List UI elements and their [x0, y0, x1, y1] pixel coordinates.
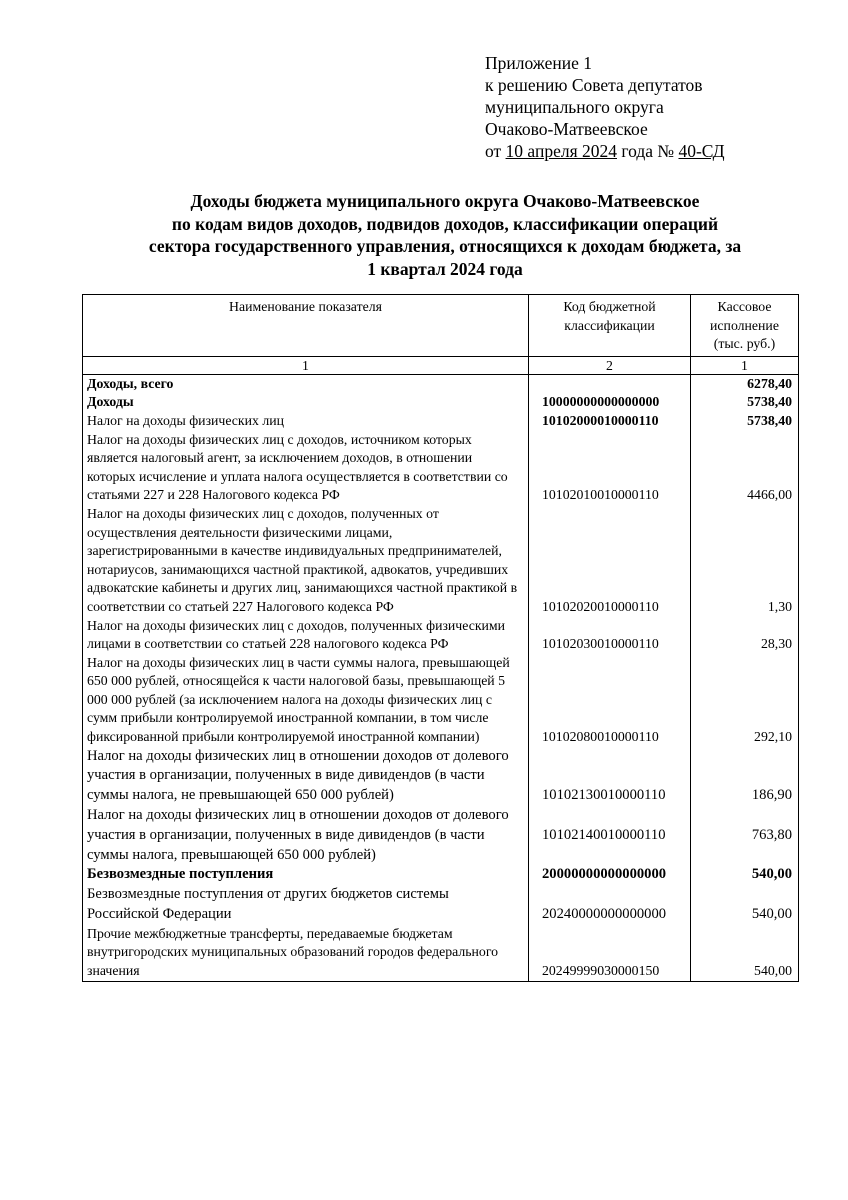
row-code: 10102140010000110	[529, 806, 691, 865]
row-name: Налог на доходы физических лиц с доходов, источником которых является налоговый агент, за исключением доходов, в отношении которых исчисление и уплата налога осуществляется в соответствии со статьями 227 и 228 Налогового кодекса РФ	[83, 431, 529, 505]
table-row	[83, 925, 799, 981]
column-number: 2	[529, 356, 691, 374]
column-number-row	[83, 356, 799, 374]
row-name: Налог на доходы физических лиц в части суммы налога, превышающей 650 000 рублей, относящейся к части налоговой базы, превышающей 5 000 000 рублей (за исключением налога на доходы физических лиц с сумм прибыли контролируемой иностранной компании, в том числе фиксированной прибыли контролируемой иностранной компании)	[83, 654, 529, 747]
decision-number: 40-СД	[678, 141, 725, 161]
row-code: 10102000010000110	[529, 412, 691, 431]
table-row	[83, 806, 799, 865]
row-name: Налог на доходы физических лиц в отношении доходов от долевого участия в организации, полученных в виде дивидендов (в части суммы налога, не превышающей 650 000 рублей)	[83, 747, 529, 806]
row-name: Доходы, всего	[83, 374, 529, 393]
decision-date: 10 апреля 2024	[505, 141, 617, 161]
row-name: Налог на доходы физических лиц с доходов, полученных физическими лицами в соответствии со статьей 228 налогового кодекса РФ	[83, 617, 529, 654]
row-code	[529, 374, 691, 393]
appendix-block	[485, 52, 725, 162]
table-row	[83, 505, 799, 617]
table-row	[83, 885, 799, 925]
column-number: 1	[83, 356, 529, 374]
row-code: 10102030010000110	[529, 617, 691, 654]
table-row	[83, 374, 799, 393]
table-row	[83, 654, 799, 747]
row-code: 10102010010000110	[529, 431, 691, 505]
row-name: Налог на доходы физических лиц с доходов, полученных от осуществления деятельности физическими лицами, зарегистрированными в качестве индивидуальных предпринимателей, нотариусов, занимающихся частной практикой, адвокатов, учредивших адвокатские кабинеты и других лиц, занимающихся частной практикой в соответствии со статьей 227 Налогового кодекса РФ	[83, 505, 529, 617]
row-value: 28,30	[691, 617, 799, 654]
row-name: Налог на доходы физических лиц	[83, 412, 529, 431]
title-line: сектора государственного управления, относящихся к доходам бюджета, за	[148, 236, 742, 256]
row-value: 186,90	[691, 747, 799, 806]
row-code: 20000000000000000	[529, 865, 691, 885]
row-code: 10102080010000110	[529, 654, 691, 747]
column-number: 1	[691, 356, 799, 374]
row-value: 292,10	[691, 654, 799, 747]
row-value: 763,80	[691, 806, 799, 865]
row-code: 20240000000000000	[529, 885, 691, 925]
row-code: 10102130010000110	[529, 747, 691, 806]
row-value: 6278,40	[691, 374, 799, 393]
row-value: 5738,40	[691, 393, 799, 412]
income-table	[82, 294, 799, 982]
header-name: Наименование показателя	[83, 295, 529, 357]
date-mid: года №	[617, 141, 679, 161]
table-header-row	[83, 295, 799, 357]
document-title	[80, 190, 810, 280]
title-line: по кодам видов доходов, подвидов доходов, классификации операций	[171, 213, 719, 234]
header-value: Кассовое исполнение (тыс. руб.)	[691, 295, 799, 357]
appendix-date-line	[485, 140, 725, 162]
date-prefix: от	[485, 141, 506, 161]
appendix-line: Приложение 1	[485, 53, 593, 73]
row-code: 10000000000000000	[529, 393, 691, 412]
table-row	[83, 412, 799, 431]
row-name: Налог на доходы физических лиц в отношении доходов от долевого участия в организации, полученных в виде дивидендов (в части суммы налога, превышающей 650 000 рублей)	[83, 806, 529, 865]
row-name: Доходы	[83, 393, 529, 412]
row-value: 540,00	[691, 885, 799, 925]
header-code: Код бюджетной классификации	[529, 295, 691, 357]
row-value: 540,00	[691, 925, 799, 981]
appendix-line: Очаково-Матвеевское	[485, 119, 648, 139]
table-row	[83, 747, 799, 806]
row-value: 5738,40	[691, 412, 799, 431]
table-row	[83, 865, 799, 885]
title-line: Доходы бюджета муниципального округа Очаково-Матвеевское	[190, 191, 700, 211]
table-row	[83, 431, 799, 505]
title-line: 1 квартал 2024 года	[367, 258, 523, 279]
row-name: Прочие межбюджетные трансферты, передаваемые бюджетам внутригородских муниципальных образований городов федерального значения	[83, 925, 529, 981]
table-row	[83, 393, 799, 412]
row-value: 1,30	[691, 505, 799, 617]
row-name: Безвозмездные поступления	[83, 865, 529, 885]
appendix-line: к решению Совета депутатов	[485, 75, 703, 95]
row-value: 4466,00	[691, 431, 799, 505]
row-code: 10102020010000110	[529, 505, 691, 617]
row-code: 20249999030000150	[529, 925, 691, 981]
table-row	[83, 617, 799, 654]
row-name: Безвозмездные поступления от других бюджетов системы Российской Федерации	[83, 885, 529, 925]
appendix-line: муниципального округа	[485, 97, 664, 117]
row-value: 540,00	[691, 865, 799, 885]
